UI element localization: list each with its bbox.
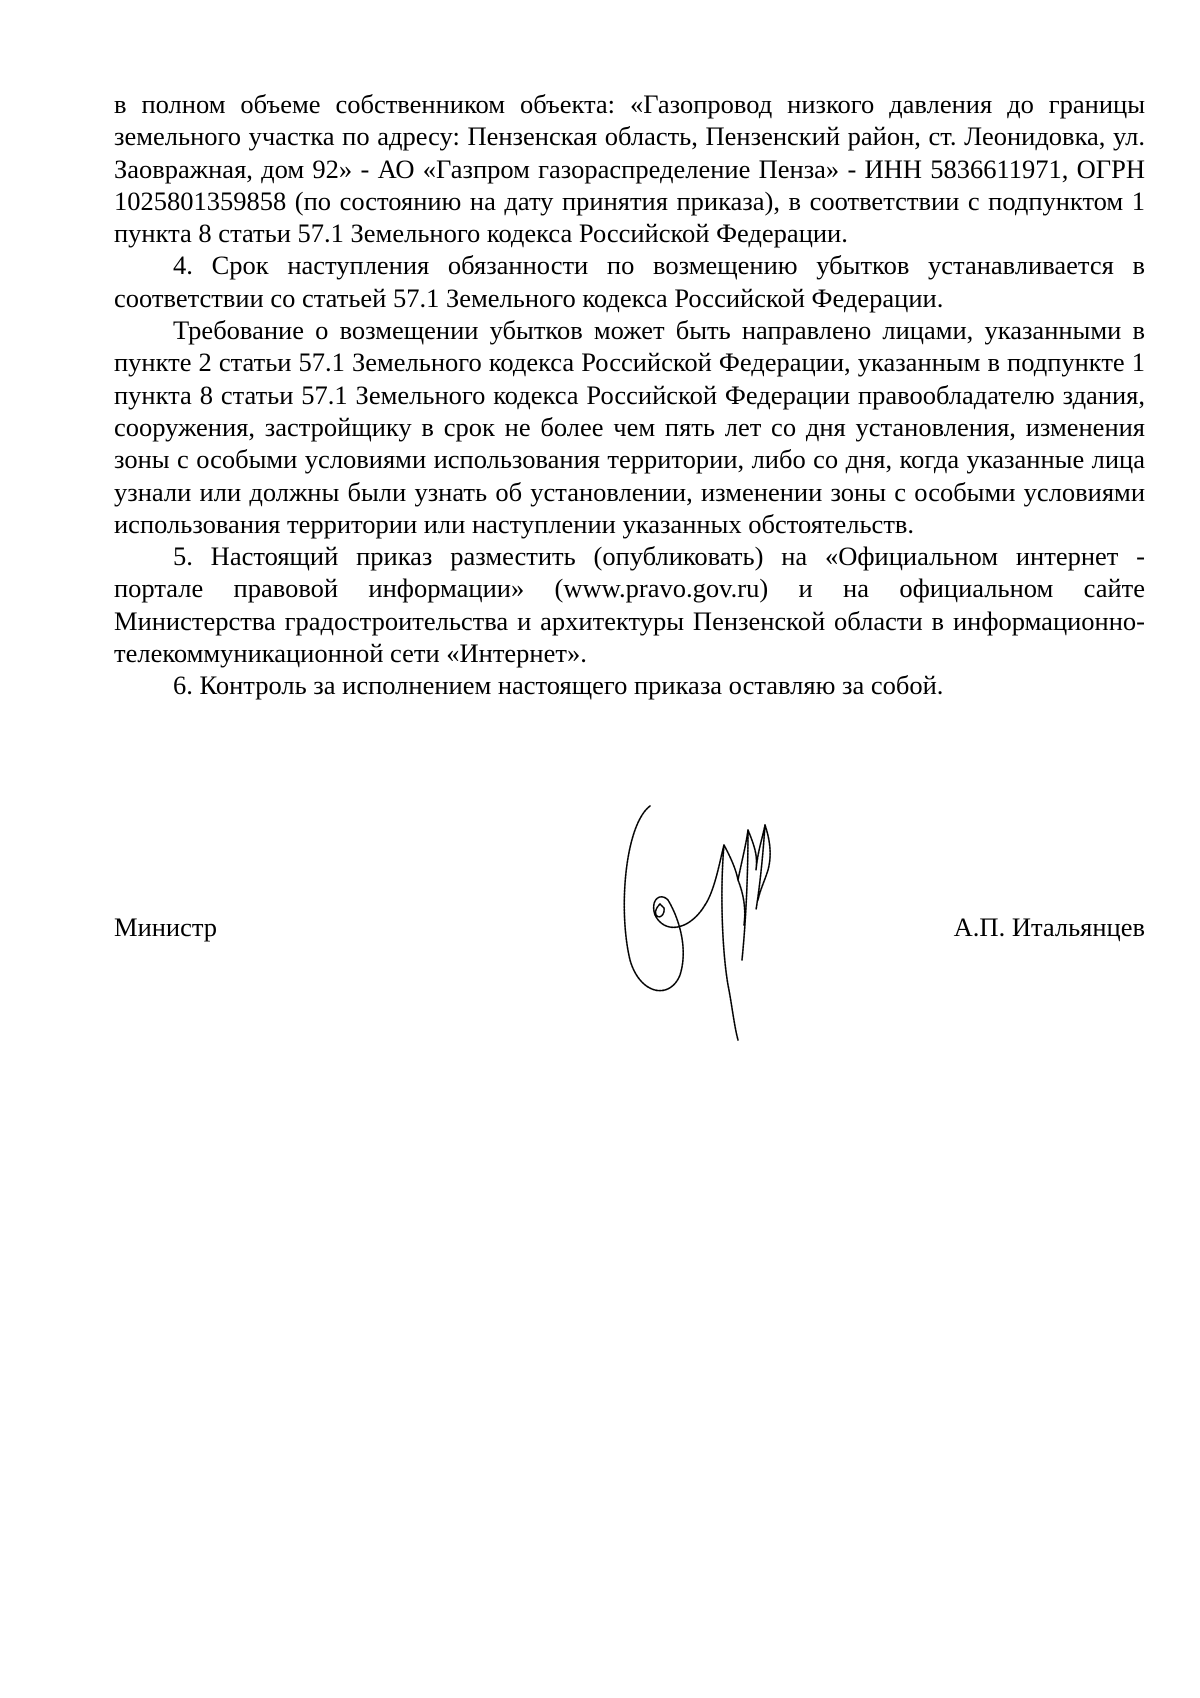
paragraph-item-4: 4. Срок наступления обязанности по возмещению убытков устанавливается в соответствии со статьей 57.1 Земельного кодекса Российской Федерации. <box>114 250 1145 313</box>
signer-title: Министр <box>114 912 218 942</box>
document-body <box>114 88 1145 702</box>
signer-name: А.П. Итальянцев <box>953 912 1145 942</box>
signature-block <box>114 911 1145 951</box>
paragraph-damages-claim: Требование о возмещении убытков может быть направлено лицами, указанными в пункте 2 статьи 57.1 Земельного кодекса Российской Федерации, указанным в подпункте 1 пункта 8 статьи 57.1 Земельного кодекса Российской Федерации правообладателю здания, сооружения, застройщику в срок не более чем пять лет со дня установления, изменения зоны с особыми условиями использования территории, либо со дня, когда указанные лица узнали или должны были узнать об установлении, изменении зоны с особыми условиями использования территории или наступлении указанных обстоятельств. <box>114 315 1145 539</box>
paragraph-item-6: 6. Контроль за исполнением настоящего приказа оставляю за собой. <box>173 670 944 701</box>
paragraph-continuation: в полном объеме собственником объекта: «Газопровод низкого давления до границы земельного участка по адресу: Пензенская область, Пензенский район, ст. Леонидовка, ул. Заовражная, дом 92» - АО «Газпром газораспределение Пенза» - ИНН 5836611971, ОГРН 1025801359858 (по состоянию на дату принятия приказа), в соответствии с подпунктом 1 пункта 8 статьи 57.1 Земельного кодекса Российской Федерации. <box>114 89 1145 249</box>
paragraph-item-5: 5. Настоящий приказ разместить (опубликовать) на «Официальном интернет - портале правовой информации» (www.pravo.gov.ru) и на официальном сайте Министерства градостроительства и архитектуры Пензенской области в информационно-телекоммуникационной сети «Интернет». <box>114 541 1145 669</box>
